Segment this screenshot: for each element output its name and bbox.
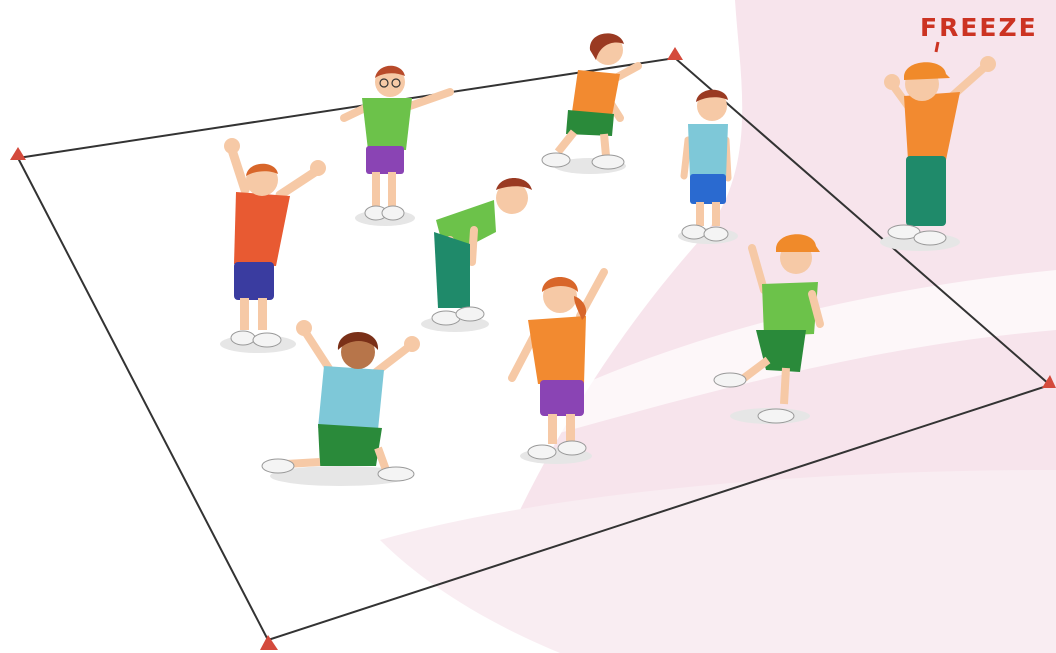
cone-top-right [667, 47, 683, 60]
child-running-orange-shirt [542, 33, 638, 174]
cone-top-left [10, 147, 26, 160]
child-arms-out-green-shirt [344, 66, 450, 226]
freeze-shout-text: FREEZE [920, 13, 1038, 42]
child-bending-green-shirt [421, 178, 532, 332]
child-arms-raised-orange-shirt [220, 138, 326, 353]
shout-mark [936, 42, 938, 52]
